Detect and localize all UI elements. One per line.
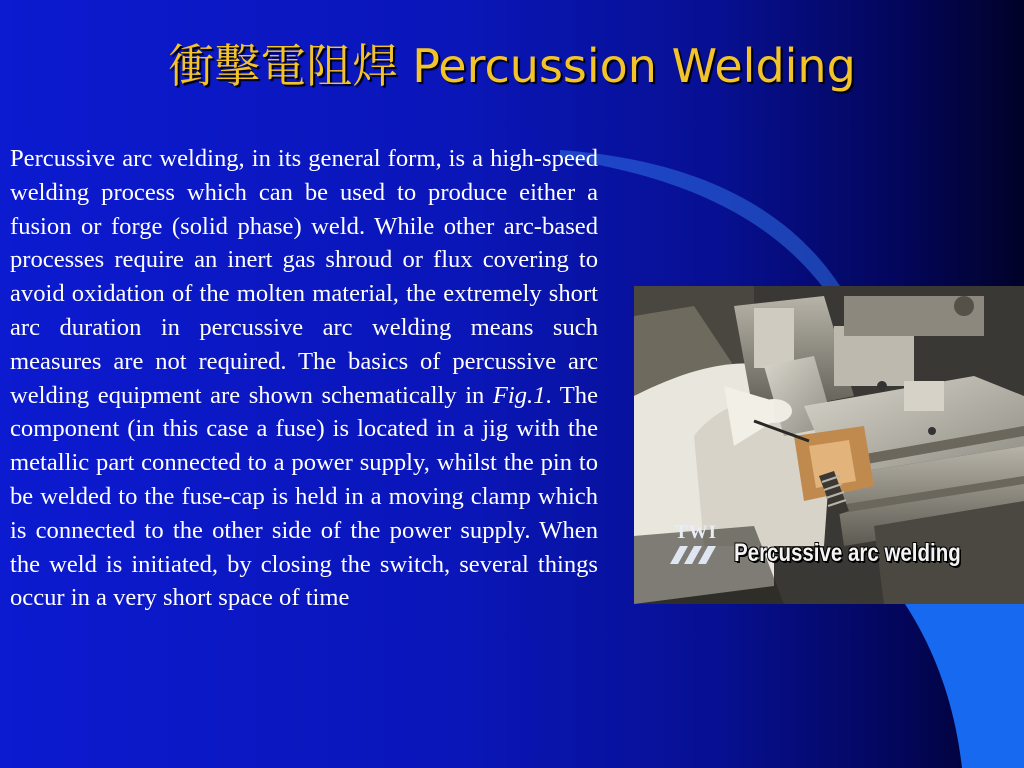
- welding-machine-photo: [634, 286, 1024, 604]
- body-text-part-2: . The component (in this case a fuse) is located in a jig with the metallic part connected to a power supply, whilst the pin to be welded to the fuse-cap is held in a moving clamp which is connected to the other side of the power supply. When the weld is initiated, by closing the switch, several things occur in a very short space of time: [10, 381, 598, 612]
- title-chinese: 衝擊電阻焊: [168, 39, 399, 93]
- twi-logo: [664, 522, 728, 570]
- twi-logo-text: TWI: [674, 522, 718, 543]
- swoosh-light-curve: [560, 150, 840, 286]
- twi-logo-stripes: [670, 546, 722, 564]
- body-paragraph: [10, 142, 598, 615]
- figure-reference: Fig.1: [492, 381, 546, 409]
- photo-caption: Percussive arc welding: [734, 539, 961, 567]
- slide-title: [0, 30, 1024, 102]
- body-text-part-1: Percussive arc welding, in its general form, is a high-speed welding process which can be used to produce either a fusion or forge (solid phase) weld. While other arc-based processes require an inert gas shroud or flux covering to avoid oxidation of the molten material, the extremely short arc duration in percussive arc welding means such measures are not required. The basics of percussive arc welding equipment are shown schematically in: [10, 145, 598, 409]
- title-english: Percussion Welding: [412, 39, 856, 93]
- swoosh-band: [905, 604, 1024, 768]
